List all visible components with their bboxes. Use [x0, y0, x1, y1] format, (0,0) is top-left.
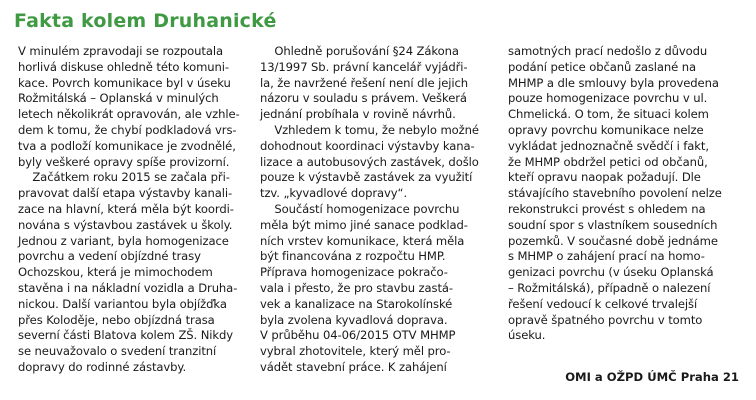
text-line: lizace a autobusových zastávek, došlo [260, 154, 479, 169]
text-line: s MHMP o zahájení prací na homo- [508, 249, 705, 264]
text-line: vykládat jednoznačně svědčí i fakt, [508, 138, 709, 153]
text-line: Rožmitálská – Oplanská v minulých [18, 91, 219, 106]
text-line: V průběhu 04-06/2015 OTV MHMP [260, 328, 456, 343]
text-line: Začátkem roku 2015 se začala při- [18, 170, 230, 185]
text-line: nickou. Další variantou byla objížďka [18, 296, 227, 311]
text-line: kace. Povrch komunikace byl v úseku [18, 75, 231, 90]
text-line: být financována z rozpočtu HMP. [260, 249, 446, 264]
author-signature: OMI a OŽPD ÚMČ Praha 21 [565, 370, 739, 384]
text-column-2 [260, 44, 488, 376]
text-line: povrchu a vedení objízdné trasy [18, 249, 201, 264]
text-line: řešení vedoucí k celkové trvalejší [508, 296, 698, 311]
text-line: Součástí homogenizace povrchu [260, 201, 460, 216]
text-line: jednání probíhala v rovině návrhů. [260, 107, 456, 122]
text-line: soudní spor s vlastníkem sousedních [508, 217, 718, 232]
text-line: ních vrstev komunikace, která měla [260, 233, 465, 248]
text-line: že MHMP obdržel petici od občanů, [508, 154, 708, 169]
text-column-1 [18, 44, 242, 376]
text-line: – Rožmitálská), případně o nalezení [508, 280, 711, 295]
text-line: podání petice občanů zaslané na [508, 59, 697, 74]
text-line: nována s výstavbou zastávek u školy. [18, 217, 233, 232]
text-line: samotných prací nedošlo z důvodu [508, 44, 708, 58]
text-line: dohodnout koordinaci výstavby kana- [260, 138, 475, 153]
text-line: byly veškeré opravy spíše provizorní. [18, 154, 230, 169]
text-line: horlivá diskuse ohledně této komuni- [18, 59, 229, 74]
text-line: pouze k výstavbě zastávek za využití [260, 170, 473, 185]
text-line: tzv. „kyvadlové dopravy“. [260, 186, 408, 201]
text-line: opravy povrchu komunikace nelze [508, 122, 704, 137]
text-line: přes Koloděje, nebo objízdná trasa [18, 312, 215, 327]
text-line: stávajícího stavebního povolení nelze [508, 186, 722, 201]
text-line: pravovat další etapa výstavby kanali- [18, 186, 233, 201]
text-line: letech několikrát opravován, ale vzhle- [18, 107, 240, 122]
text-line: zace na hlavní, která měla být koordi- [18, 201, 234, 216]
text-line: pouze homogenizace povrchu v ul. [508, 91, 708, 106]
text-line: vala i přesto, že pro stavbu zastá- [260, 280, 453, 295]
text-line: vek a kanalizace na Starokolínské [260, 296, 453, 311]
text-line: Vzhledem k tomu, že nebylo možné [260, 122, 479, 137]
text-line: severní části Blatova kolem ZŠ. Nikdy [18, 328, 234, 343]
text-line: dopravy do rodinné zástavby. [18, 359, 187, 374]
text-line: stavěna i na nákladní vozidla a Druha- [18, 280, 238, 295]
text-line: Ochozskou, která je mimochodem [18, 265, 213, 280]
text-line: názoru v souladu s právem. Veškerá [260, 91, 467, 106]
text-line: měla být mimo jiné sanace podklad- [260, 217, 468, 232]
text-line: pozemků. V současné době jednáme [508, 233, 718, 248]
text-line: vybral zhotovitele, který měl pro- [260, 344, 451, 359]
text-column-3 [508, 44, 742, 344]
text-line: tva a podloží komunikace je zvodnělé, [18, 138, 236, 153]
article-title: Fakta kolem Druhanické [14, 10, 277, 32]
text-line: V minulém zpravodaji se rozpoutala [18, 44, 223, 58]
text-line: genizaci povrchu (v úseku Oplanská [508, 265, 714, 280]
text-line: se neuvažovalo o svedení tranzitní [18, 344, 217, 359]
text-line: Jednou z variant, byla homogenizace [18, 233, 229, 248]
text-line: kteří opravu naopak požadují. Dle [508, 170, 701, 185]
text-line: rekonstrukci provést s ohledem na [508, 201, 706, 216]
text-line: Chmelická. O tom, že situaci kolem [508, 107, 709, 122]
text-line: Ohledně porušování §24 Zákona [260, 44, 459, 58]
text-line: MHMP a dle smlouvy byla provedena [508, 75, 719, 90]
text-line: Příprava homogenizace pokračo- [260, 265, 448, 280]
text-line: la, že navržené řešení není dle jejich [260, 75, 468, 90]
text-line: byla zvolena kyvadlová doprava. [260, 312, 448, 327]
text-line: 13/1997 Sb. právní kancelář vyjádři- [260, 59, 468, 74]
text-line: dem k tomu, že chybí podkladová vrs- [18, 122, 237, 137]
text-line: vádět stavební práce. K zahájení [260, 359, 447, 374]
text-line: opravě špatného povrchu v tomto [508, 312, 703, 327]
text-line: úseku. [508, 328, 546, 343]
